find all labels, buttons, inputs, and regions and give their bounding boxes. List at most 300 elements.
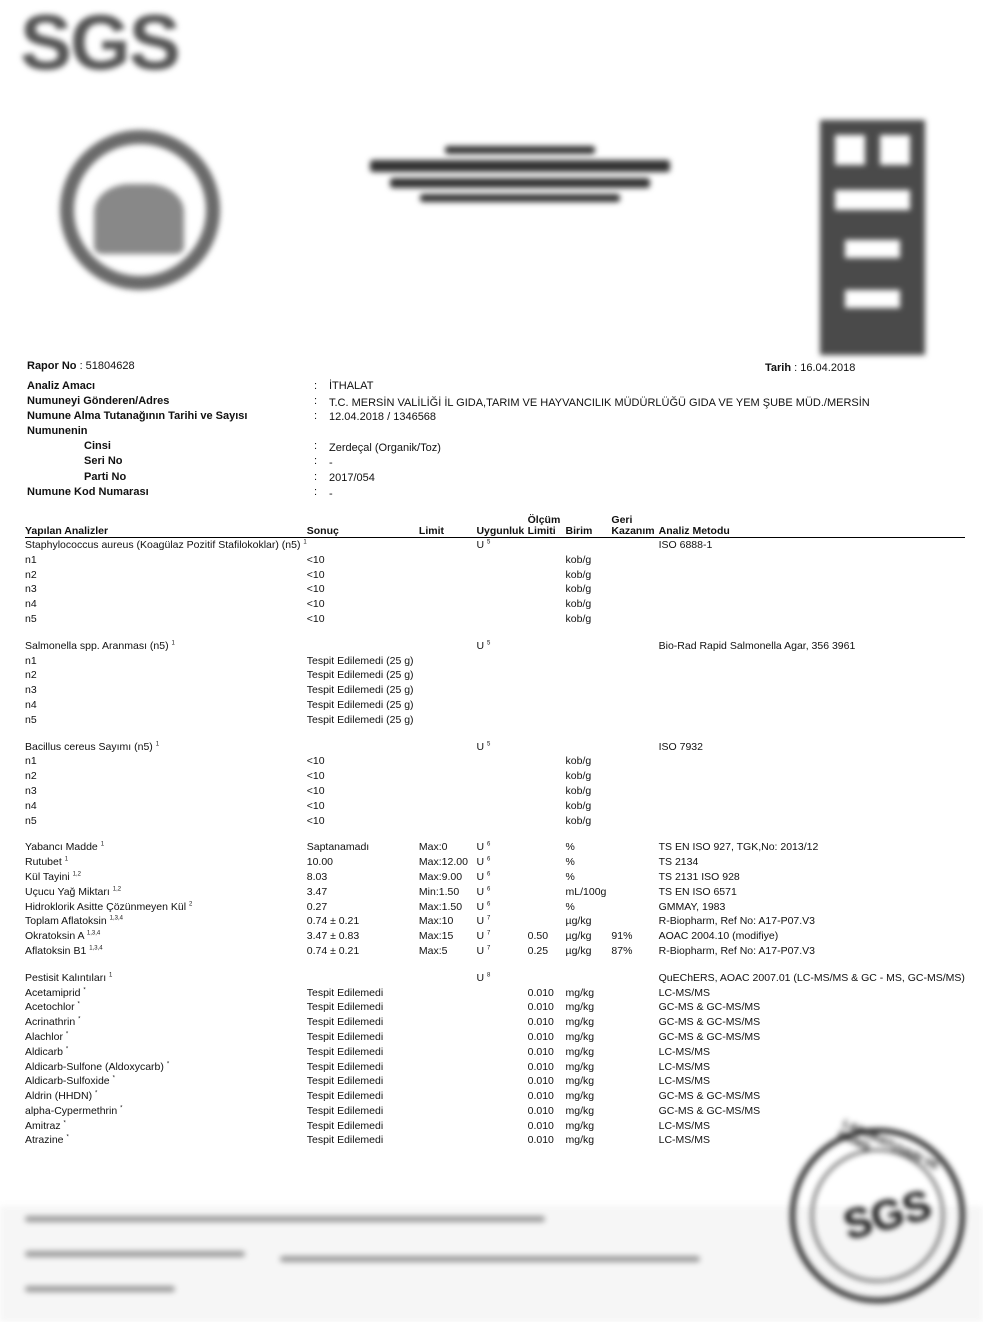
recovery: [611, 828, 658, 855]
analysis-name: [25, 627, 307, 654]
recovery: [611, 1133, 658, 1148]
pesticide-name-footnote: *: [65, 1031, 69, 1038]
unit: [566, 654, 612, 669]
result-text: Tespit Edilemedi (25 g): [306, 684, 414, 697]
col-header-geri-line1: Geri: [611, 514, 633, 526]
unit: [566, 627, 612, 654]
recovery: [611, 683, 658, 698]
measurement-limit: [528, 1000, 566, 1015]
result-text: Tespit Edilemedi: [306, 1119, 384, 1132]
unit: [566, 944, 612, 959]
accreditation-seal-icon: [60, 130, 220, 290]
table-row: [25, 582, 965, 597]
unit: [566, 870, 612, 885]
unit: [566, 538, 612, 553]
measurement-limit: [528, 1074, 566, 1089]
table-row: [25, 713, 965, 728]
limit: [419, 959, 477, 986]
analysis-name: [25, 870, 307, 885]
conformity: [476, 683, 527, 698]
unit-text: kob/g: [565, 770, 592, 783]
measurement-limit-text: 0.010: [527, 1075, 554, 1088]
analysis-name-footnote: 1: [109, 972, 113, 979]
result: [307, 929, 419, 944]
method: [659, 959, 965, 986]
analysis-name-text: Kül Tayini: [25, 870, 70, 883]
result-text: Tespit Edilemedi: [306, 1104, 384, 1117]
result: [307, 784, 419, 799]
measurement-limit: [528, 885, 566, 900]
table-row: [25, 814, 965, 829]
result-text: 3.47: [306, 885, 328, 898]
conformity: [476, 713, 527, 728]
unit-text: µg/kg: [565, 944, 592, 957]
conformity-footnote: 6: [486, 901, 491, 908]
measurement-limit-text: 0.010: [527, 986, 554, 999]
result: [307, 582, 419, 597]
unit-text: mL/100g: [565, 885, 607, 898]
unit: [566, 1089, 612, 1104]
conformity-text: U: [476, 639, 485, 652]
limit: [419, 1060, 477, 1075]
conformity-footnote: 6: [486, 886, 491, 893]
recovery: [611, 1119, 658, 1134]
table-row: [25, 754, 965, 769]
limit: [419, 814, 477, 829]
method: [659, 1074, 965, 1089]
measurement-limit: [528, 986, 566, 1001]
pesticide-name-text: Amitraz: [25, 1119, 61, 1132]
recovery: [611, 784, 658, 799]
separator: :: [314, 440, 318, 452]
stamp-arc-text: LABORATUVARI VE DANIŞ: [835, 1117, 941, 1173]
measurement-limit-text: 0.50: [527, 930, 549, 943]
unit-text: mg/kg: [565, 986, 595, 999]
table-row: [25, 769, 965, 784]
conformity-text: U: [476, 971, 485, 984]
unit: [566, 914, 612, 929]
sample-label: [25, 713, 307, 728]
unit-text: kob/g: [565, 612, 592, 625]
unit-text: %: [565, 870, 575, 883]
measurement-limit: [528, 568, 566, 583]
measurement-limit: [528, 959, 566, 986]
analysis-name-footnote: 1: [155, 741, 160, 748]
measurement-limit: [528, 1119, 566, 1134]
conformity: [476, 900, 527, 915]
conformity-text: U: [476, 885, 485, 898]
table-row: [25, 1000, 965, 1015]
limit-text: Max:1.50: [418, 900, 463, 913]
result-text: 3.47 ± 0.83: [306, 930, 360, 943]
result: [307, 799, 419, 814]
pesticide-name-text: Acrinathrin: [25, 1016, 76, 1029]
method: [659, 1119, 965, 1134]
field-value-cinsi: Zerdeçal (Organik/Toz): [329, 442, 441, 454]
result: [307, 568, 419, 583]
method: [659, 900, 965, 915]
recovery: [611, 870, 658, 885]
col-header-limit: Limit: [419, 515, 477, 538]
limit: [419, 784, 477, 799]
unit: [566, 1015, 612, 1030]
measurement-limit: [528, 784, 566, 799]
conformity: [476, 1030, 527, 1045]
method: [659, 1045, 965, 1060]
limit: [419, 1074, 477, 1089]
table-row: [25, 1074, 965, 1089]
method: [659, 668, 965, 683]
conformity: [476, 568, 527, 583]
table-row: [25, 668, 965, 683]
result-text: <10: [306, 799, 325, 812]
unit-text: %: [565, 900, 575, 913]
result: [307, 1030, 419, 1045]
conformity: [476, 769, 527, 784]
analysis-name: [25, 959, 307, 986]
measurement-limit-text: 0.010: [527, 1016, 554, 1029]
measurement-limit-text: 0.010: [527, 1134, 554, 1147]
limit: [419, 1045, 477, 1060]
recovery: [611, 1104, 658, 1119]
table-row: [25, 698, 965, 713]
analysis-name-footnote: 1,2: [112, 886, 122, 893]
method-text: LC-MS/MS: [658, 1060, 710, 1073]
result-text: Tespit Edilemedi (25 g): [306, 713, 414, 726]
analysis-name-footnote: 1,3,4: [89, 945, 103, 952]
limit: [419, 654, 477, 669]
table-row: [25, 944, 965, 959]
table-row: [25, 986, 965, 1001]
method-text: GC-MS & GC-MS/MS: [658, 1001, 761, 1014]
sample-label-text: n3: [25, 784, 37, 797]
method-text: LC-MS/MS: [658, 986, 710, 999]
limit: [419, 870, 477, 885]
unit-text: mg/kg: [565, 1045, 595, 1058]
analysis-name-footnote: 1,3,4: [86, 930, 101, 937]
method: [659, 713, 965, 728]
method: [659, 1104, 965, 1119]
measurement-limit: [528, 828, 566, 855]
method: [659, 1089, 965, 1104]
result-text: Tespit Edilemedi: [306, 1060, 384, 1073]
limit: [419, 713, 477, 728]
sample-label: [25, 814, 307, 829]
sample-label: [25, 582, 307, 597]
unit-text: mg/kg: [565, 1030, 595, 1043]
table-row: [25, 627, 965, 654]
result: [307, 553, 419, 568]
result-text: <10: [306, 598, 325, 611]
result-text: <10: [306, 755, 325, 768]
limit: [419, 1015, 477, 1030]
recovery: [611, 754, 658, 769]
analysis-name: [25, 914, 307, 929]
measurement-limit: [528, 683, 566, 698]
unit-text: kob/g: [565, 755, 592, 768]
conformity-footnote: 7: [486, 945, 491, 952]
unit: [566, 784, 612, 799]
method: [659, 568, 965, 583]
sample-label: [25, 668, 307, 683]
result-text: <10: [306, 583, 325, 596]
analysis-name-text: Pestisit Kalıntıları: [25, 971, 107, 984]
pesticide-name: [25, 1074, 307, 1089]
method-text: ISO 7932: [658, 740, 703, 753]
unit: [566, 1045, 612, 1060]
unit: [566, 1074, 612, 1089]
result-text: Tespit Edilemedi (25 g): [306, 654, 414, 667]
recovery: [611, 959, 658, 986]
limit-text: Max:15: [418, 930, 454, 943]
unit-text: mg/kg: [565, 1119, 595, 1132]
recovery: [611, 900, 658, 915]
unit: [566, 668, 612, 683]
conformity-footnote: 5: [486, 640, 491, 647]
unit-text: kob/g: [565, 799, 592, 812]
sample-label-text: n2: [25, 568, 37, 581]
limit: [419, 855, 477, 870]
method-text: AOAC 2004.10 (modifiye): [658, 930, 779, 943]
result: [307, 959, 419, 986]
conformity-text: U: [476, 841, 485, 854]
conformity-footnote: 5: [486, 539, 491, 546]
table-row: [25, 568, 965, 583]
method-text: ISO 6888-1: [658, 539, 713, 551]
measurement-limit-text: 0.010: [527, 1119, 554, 1132]
method: [659, 944, 965, 959]
limit-text: Max:9.00: [418, 870, 463, 883]
field-label-numunenin: Numunenin: [27, 425, 88, 437]
conformity-footnote: 8: [486, 972, 491, 979]
table-row: [25, 1015, 965, 1030]
unit-text: mg/kg: [565, 1134, 595, 1147]
unit-text: kob/g: [565, 553, 592, 566]
unit-text: kob/g: [565, 568, 592, 581]
result-text: Tespit Edilemedi (25 g): [306, 669, 414, 682]
result-text: 0.27: [306, 900, 328, 913]
sample-label: [25, 754, 307, 769]
analysis-name-text: Uçucu Yağ Miktarı: [25, 885, 110, 898]
recovery-text: 91%: [611, 930, 633, 943]
result: [307, 1119, 419, 1134]
method: [659, 870, 965, 885]
result: [307, 944, 419, 959]
col-header-metod: Analiz Metodu: [659, 515, 965, 538]
method: [659, 1060, 965, 1075]
limit-text: Max:5: [418, 944, 448, 957]
measurement-limit: [528, 799, 566, 814]
field-value-gonderen: T.C. MERSİN VALİLİĞİ İL GIDA,TARIM VE HAYVANCILIK MÜDÜRLÜĞÜ GIDA VE YEM ŞUBE MÜD./MERSİN: [329, 397, 870, 409]
unit: [566, 612, 612, 627]
separator: :: [314, 455, 318, 467]
sample-label: [25, 683, 307, 698]
limit: [419, 986, 477, 1001]
col-header-uygunluk: Uygunluk: [476, 515, 527, 538]
field-label-seri-no: Seri No: [84, 455, 123, 467]
limit: [419, 929, 477, 944]
measurement-limit: [528, 900, 566, 915]
measurement-limit: [528, 538, 566, 553]
method: [659, 799, 965, 814]
analysis-name: [25, 855, 307, 870]
unit: [566, 597, 612, 612]
method: [659, 754, 965, 769]
conformity: [476, 627, 527, 654]
conformity: [476, 1060, 527, 1075]
field-label-parti-no: Parti No: [84, 471, 127, 483]
conformity: [476, 654, 527, 669]
result: [307, 1133, 419, 1148]
conformity: [476, 1074, 527, 1089]
results-table: [25, 515, 965, 1148]
analysis-name: [25, 885, 307, 900]
table-row: [25, 597, 965, 612]
conformity: [476, 538, 527, 553]
measurement-limit: [528, 754, 566, 769]
analysis-name-text: Toplam Aflatoksin: [25, 915, 107, 928]
result: [307, 668, 419, 683]
recovery: [611, 1000, 658, 1015]
pesticide-name-text: alpha-Cypermethrin: [25, 1104, 118, 1117]
conformity: [476, 855, 527, 870]
unit-text: %: [565, 856, 575, 869]
analysis-name-text: Rutubet: [25, 856, 62, 869]
recovery: [611, 1030, 658, 1045]
conformity-text: U: [476, 740, 485, 753]
conformity: [476, 914, 527, 929]
pesticide-name-footnote: *: [166, 1061, 170, 1067]
result-text: <10: [306, 553, 325, 566]
analysis-name: [25, 944, 307, 959]
table-row: [25, 1030, 965, 1045]
pesticide-name-footnote: *: [112, 1075, 115, 1082]
limit: [419, 900, 477, 915]
conformity-text: U: [476, 944, 485, 957]
limit: [419, 538, 477, 553]
recovery: [611, 728, 658, 755]
limit: [419, 1089, 477, 1104]
recovery: [611, 597, 658, 612]
limit: [419, 1000, 477, 1015]
limit: [419, 944, 477, 959]
sample-label: [25, 597, 307, 612]
sample-label: [25, 654, 307, 669]
result: [307, 683, 419, 698]
result-text: Tespit Edilemedi (25 g): [306, 698, 414, 711]
analysis-name: [25, 538, 307, 553]
measurement-limit: [528, 728, 566, 755]
unit-text: kob/g: [565, 583, 592, 596]
table-row: [25, 612, 965, 627]
unit: [566, 728, 612, 755]
measurement-limit: [528, 914, 566, 929]
pesticide-name-text: Acetamiprid: [25, 986, 81, 999]
method-text: R-Biopharm, Ref No: A17-P07.V3: [658, 915, 816, 928]
unit-text: mg/kg: [565, 1075, 595, 1088]
limit: [419, 914, 477, 929]
method-text: QuEChERS, AOAC 2007.01 (LC-MS/MS & GC - MS, GC-MS/MS): [658, 971, 965, 984]
unit: [566, 568, 612, 583]
conformity: [476, 582, 527, 597]
unit: [566, 799, 612, 814]
method: [659, 986, 965, 1001]
unit: [566, 814, 612, 829]
unit-text: mg/kg: [565, 1104, 595, 1117]
limit: [419, 1119, 477, 1134]
stamp-text: SGS: [838, 1180, 937, 1249]
unit-text: mg/kg: [565, 1090, 595, 1103]
field-label-cinsi: Cinsi: [84, 440, 111, 452]
result: [307, 754, 419, 769]
table-row: [25, 870, 965, 885]
unit-text: µg/kg: [565, 915, 592, 928]
conformity: [476, 870, 527, 885]
sample-label: [25, 799, 307, 814]
unit: [566, 900, 612, 915]
recovery: [611, 814, 658, 829]
recovery-text: 87%: [611, 944, 633, 957]
sample-label-text: n2: [25, 669, 37, 682]
result: [307, 914, 419, 929]
recovery: [611, 914, 658, 929]
pesticide-name-text: Aldrin (HHDN): [25, 1090, 93, 1103]
conformity-footnote: 6: [486, 871, 491, 878]
col-header-geri: [611, 515, 658, 538]
method: [659, 728, 965, 755]
pesticide-name: [25, 1089, 307, 1104]
analysis-name: [25, 828, 307, 855]
conformity: [476, 828, 527, 855]
table-row: [25, 538, 965, 553]
table-row: [25, 959, 965, 986]
sample-label-text: n1: [25, 654, 37, 667]
result: [307, 654, 419, 669]
recovery: [611, 986, 658, 1001]
result-text: Tespit Edilemedi: [306, 1001, 384, 1014]
result-text: Saptanamadı: [306, 841, 370, 854]
unit: [566, 959, 612, 986]
report-date-label: Tarih: [765, 362, 792, 374]
recovery: [611, 1060, 658, 1075]
limit: [419, 612, 477, 627]
center-emblem-icon: [360, 140, 680, 210]
conformity: [476, 1015, 527, 1030]
result-text: Tespit Edilemedi: [306, 1030, 384, 1043]
conformity-footnote: 6: [486, 841, 491, 848]
pesticide-name-text: Alachlor: [25, 1030, 63, 1043]
limit: [419, 627, 477, 654]
measurement-limit-text: 0.010: [527, 1090, 554, 1103]
method-text: GC-MS & GC-MS/MS: [658, 1030, 761, 1043]
table-row: [25, 799, 965, 814]
unit-text: µg/kg: [565, 930, 592, 943]
result: [307, 597, 419, 612]
measurement-limit-text: 0.010: [527, 1045, 554, 1058]
measurement-limit-text: 0.010: [527, 1060, 554, 1073]
conformity: [476, 668, 527, 683]
report-date-value: : 16.04.2018: [794, 362, 856, 374]
conformity: [476, 1089, 527, 1104]
result: [307, 814, 419, 829]
unit: [566, 683, 612, 698]
conformity: [476, 1104, 527, 1119]
recovery: [611, 713, 658, 728]
col-header-birim: Birim: [566, 515, 612, 538]
measurement-limit: [528, 582, 566, 597]
pesticide-name: [25, 986, 307, 1001]
pesticide-name-footnote: *: [66, 1134, 69, 1141]
